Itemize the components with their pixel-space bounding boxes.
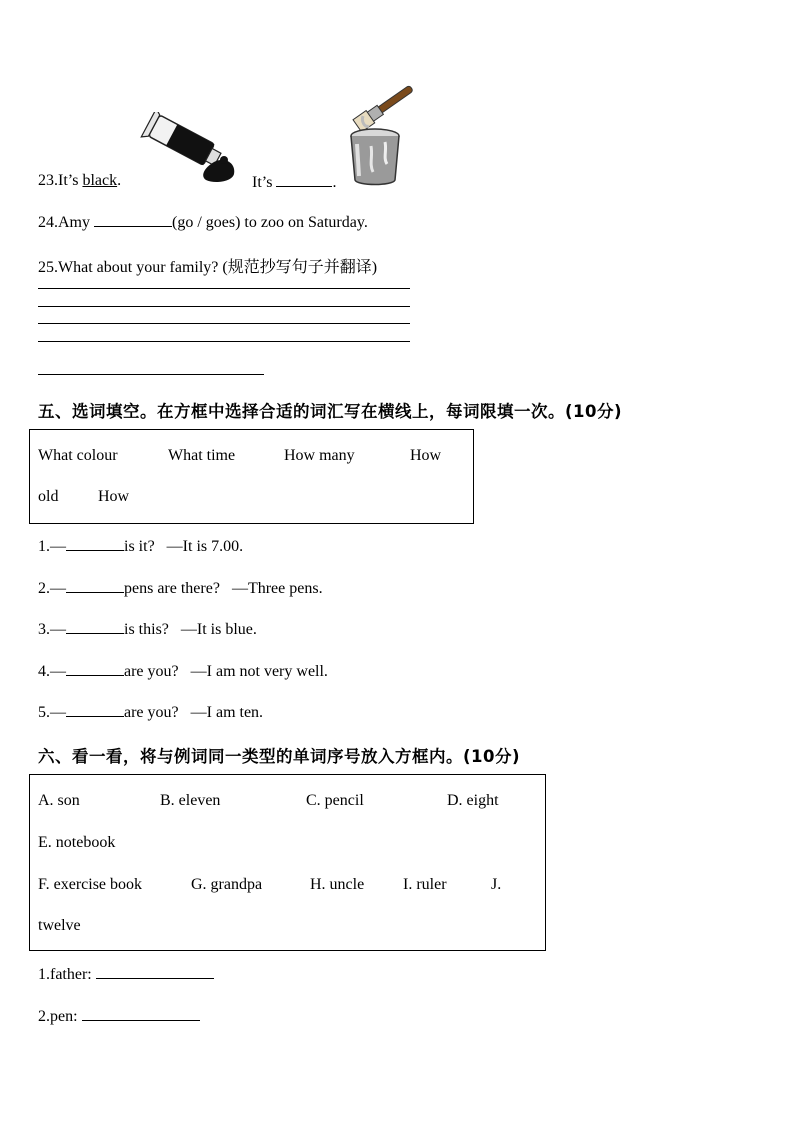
word-bank-box (29, 429, 474, 524)
option-item: D. eight (447, 792, 499, 809)
section-5-title: 五、选词填空。在方框中选择合适的词汇写在横线上，每词限填一次。(10分) (38, 402, 623, 421)
word-option: What colour (38, 447, 118, 464)
fill-item: 5.— are you? —I am ten. (38, 704, 264, 721)
fill-item: 4.— are you? —I am not very well. (38, 663, 328, 680)
fill-item: 3.— is this? —It is blue. (38, 621, 257, 638)
option-item: F. exercise book (38, 876, 143, 893)
word-option: How (98, 488, 130, 505)
answer-blank[interactable] (66, 661, 124, 676)
section-6-title: 六、看一看，将与例词同一类型的单词序号放入方框内。(10分) (38, 747, 521, 766)
classify-item: 1.father: (38, 964, 214, 984)
fill-item: 2.— pens are there? —Three pens. (38, 580, 323, 597)
fill-item: 1.— is it? —It is 7.00. (38, 538, 244, 555)
answer-blank[interactable] (66, 536, 124, 551)
answer-blank[interactable] (66, 702, 124, 717)
question-24: 24.Amy (go / goes) to zoo on Saturday. (38, 214, 368, 231)
option-item: E. notebook (38, 834, 116, 851)
word-option: What time (168, 447, 236, 464)
answer-blank[interactable] (94, 212, 172, 227)
paint-bucket-brush-icon (343, 84, 427, 188)
option-item: H. uncle (310, 876, 365, 893)
option-item: C. pencil (306, 792, 364, 809)
question-25: 25.What about your family? (规范抄写句子并翻译) (38, 259, 378, 276)
option-item: B. eleven (160, 792, 221, 809)
options-box (29, 774, 546, 951)
answer-blank[interactable] (276, 172, 332, 187)
option-item: G. grandpa (191, 876, 263, 893)
option-item: J. (491, 876, 502, 893)
answer-blank[interactable] (96, 964, 214, 979)
writing-line[interactable] (38, 341, 410, 342)
option-item: A. son (38, 792, 80, 809)
writing-line[interactable] (38, 306, 410, 307)
writing-line[interactable] (38, 374, 264, 375)
classify-item: 2.pen: (38, 1006, 200, 1026)
word-black: black (82, 172, 118, 189)
word-option: How (410, 447, 442, 464)
answer-blank[interactable] (82, 1006, 200, 1021)
black-paint-tube-icon (140, 112, 242, 186)
answer-blank[interactable] (66, 619, 124, 634)
option-item: I. ruler (403, 876, 447, 893)
option-item: twelve (38, 917, 81, 934)
word-option: How many (284, 447, 355, 464)
question-23: 23.It’s black. (38, 172, 122, 189)
writing-line[interactable] (38, 323, 410, 324)
word-option: old (38, 488, 59, 505)
question-23-answer: It’s . (252, 174, 337, 191)
writing-line[interactable] (38, 288, 410, 289)
answer-blank[interactable] (66, 578, 124, 593)
